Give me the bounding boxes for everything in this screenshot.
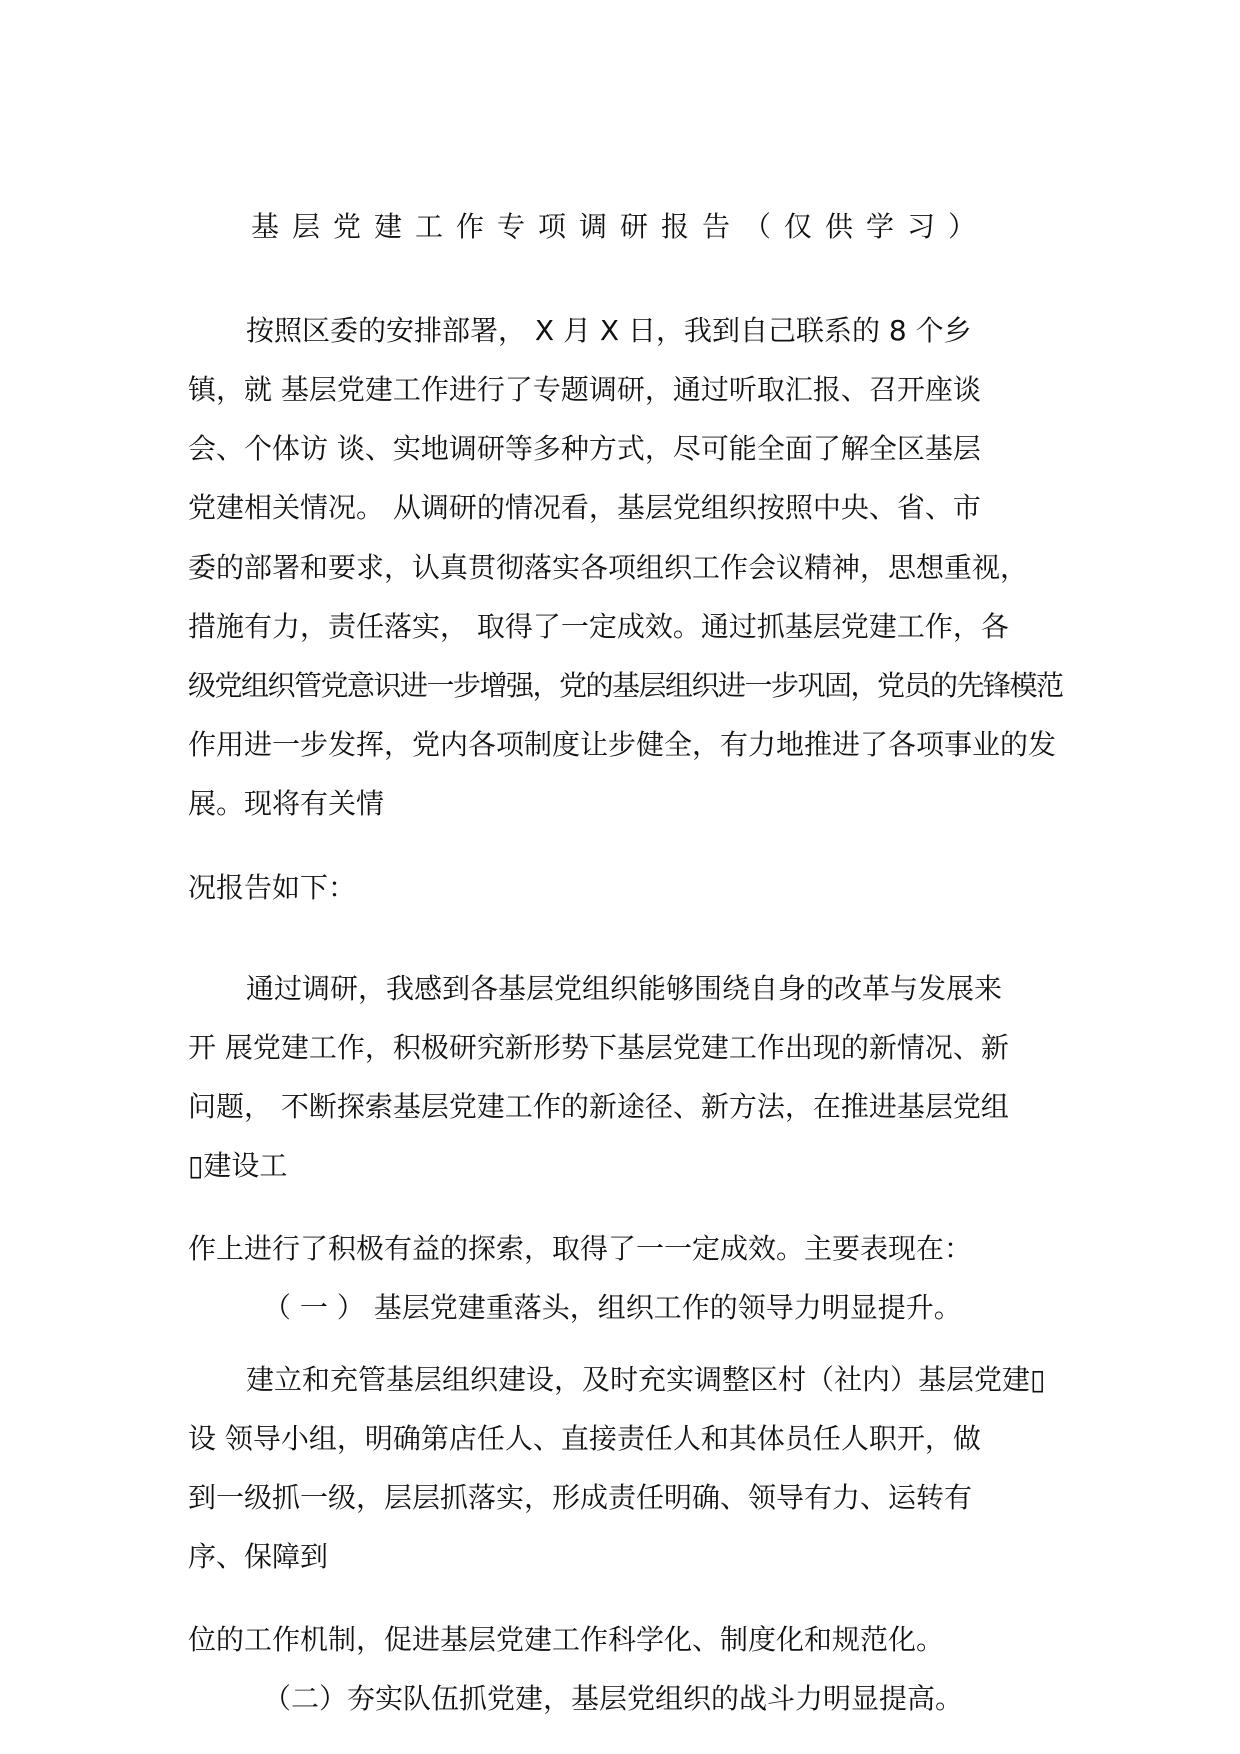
paragraph-line: 级党组织管党意识进一步增强，党的基层组织进一步巩固，党员的先锋模范 [188, 669, 1063, 702]
paragraph-line: 委的部署和要求，认真贯彻落实各项组织工作会议精神，思想重视， [188, 551, 1029, 584]
paragraph-line: 设 领导小组，明确第店任人、直接责任人和其体员任人职开，做 [188, 1422, 981, 1455]
paragraph-line: 措施有力，责任落实， 取得了一定成效。通过抓基层党建工作，各 [188, 610, 1009, 643]
paragraph-line: 序、保障到 [188, 1540, 329, 1573]
paragraph-line: 通过调研，我感到各基层党组织能够围绕自身的改革与发展来 [246, 972, 1003, 1005]
paragraph-line: 到一级抓一级，层层抓落实，形成责任明确、领导有力、运转有 [188, 1481, 973, 1514]
paragraph-line: 展。现将有关情 [188, 787, 385, 820]
paragraph-line: 按照区委的安排部署， X 月 X 日，我到自己联系的 8 个乡 [246, 314, 972, 347]
paragraph-line: 问题， 不断探索基层党建工作的新途径、新方法，在推进基层党组 [188, 1090, 1009, 1123]
paragraph-line: 位的工作机制，促进基层党建工作科学化、制度化和规范化。 [188, 1623, 945, 1656]
document-title: 基层党建工作专项调研报告（仅供学习） [250, 210, 989, 243]
paragraph-line: 作上进行了积极有益的探索，取得了一一定成效。主要表现在： [188, 1232, 973, 1265]
section-heading-1: （ 一 ） 基层党建重落头，组织工作的领导力明显提升。 [263, 1291, 962, 1324]
paragraph-line: 建立和充管基层组织建设，及时充实调整区村（社内）基层党建▯ [246, 1363, 1046, 1396]
paragraph-line: 党建相关情况。 从调研的情况看，基层党组织按照中央、省、市 [188, 491, 981, 524]
paragraph-line: ▯建设工 [188, 1149, 288, 1182]
paragraph-line: 镇，就 基层党建工作进行了专题调研，通过听取汇报、召开座谈 [188, 373, 981, 406]
paragraph-line: 开 展党建工作，积极研究新形势下基层党建工作出现的新情况、新 [188, 1031, 1009, 1064]
section-heading-2: （二）夯实队伍抓党建，基层党组织的战斗力明显提高。 [263, 1682, 964, 1715]
paragraph-line: 会、个体访 谈、实地调研等多种方式，尽可能全面了解全区基层 [188, 432, 981, 465]
paragraph-line: 况报告如下： [188, 871, 357, 904]
paragraph-line: 作用进一步发挥，党内各项制度让步健全，有力地推进了各项事业的发 [188, 728, 1057, 761]
